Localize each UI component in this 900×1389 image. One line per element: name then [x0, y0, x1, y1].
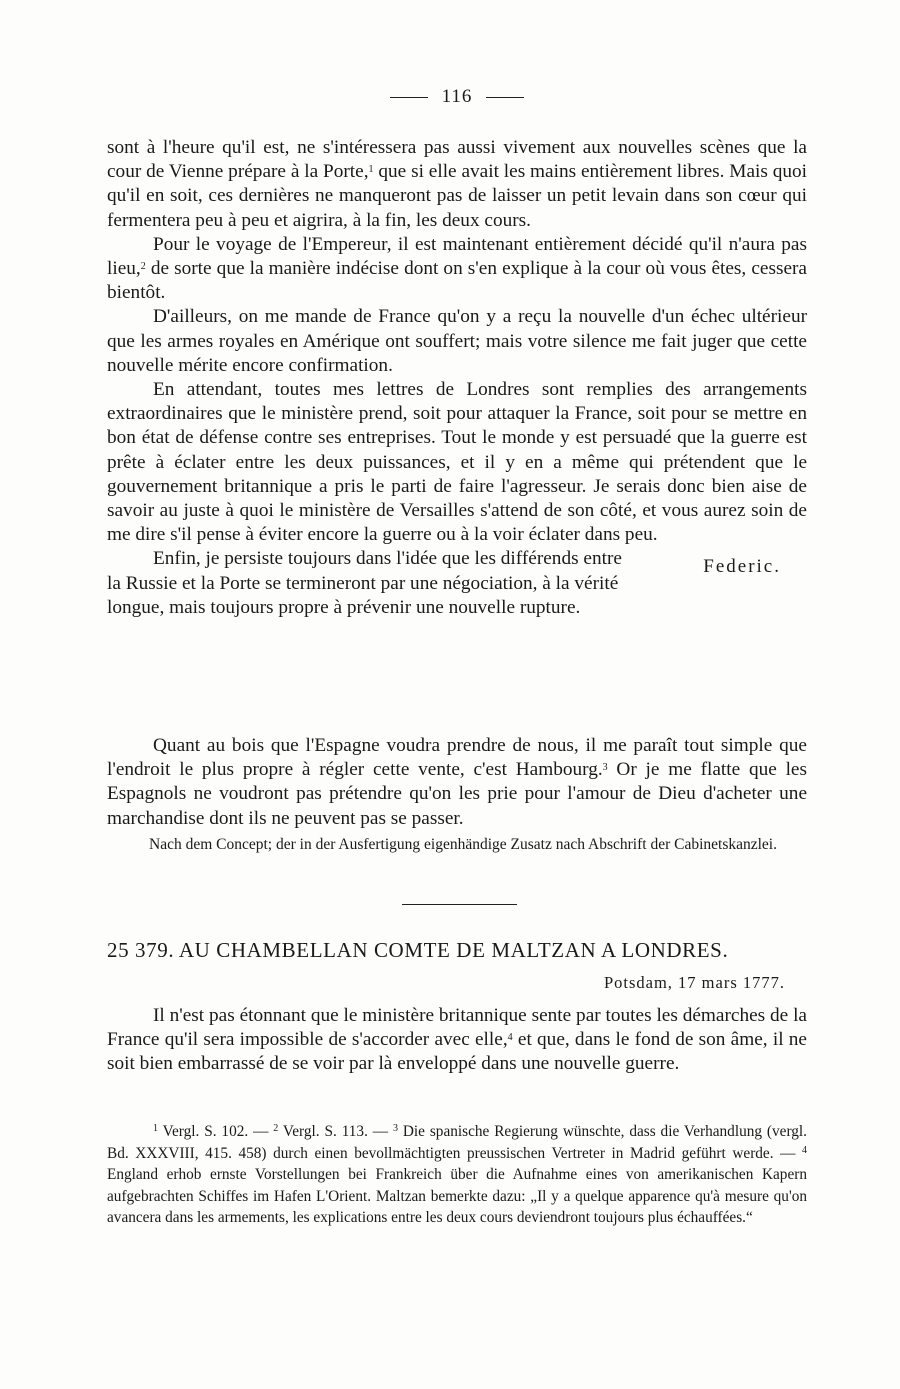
header-rule-left	[390, 97, 428, 98]
footnotes-text: $^1$ Vergl. S. 102. — $^2$ Vergl. S. 113. — $^3$ Die spanische Regierung wünschte, dass die Verhandlung (vergl. Bd. XXXVIII, 415. 458) durch einen bevollmächtigten preussischen Vertreter in Madrid geführt werde. — $^4$ England erhob ernste Vorstellungen bei Frankreich über die Aufnahme eines von amerikanischen Kapern aufgebrachten Schiffes im Hafen L'Orient. Maltzan bemerkte dazu: „Il y a quelque apparence qu'à mesure qu'on avancera dans les armements, les explications entre les deux cours deviendront toujours plus échauffées.“	[107, 1123, 807, 1227]
letter-heading: 25 379. AU CHAMBELLAN COMTE DE MALTZAN A LONDRES.	[107, 938, 729, 962]
postscript-paragraph: Quant au bois que l'Espagne voudra prendre de nous, il me paraît tout simple que l'endroit le plus propre à régler cette vente, c'est Hambourg.$^3$ Or je me flatte que les Espagnols ne voudront pas prétendre qu'on les prie pour l'amour de Dieu d'acheter une marchandise dont ils ne peuvent pas se passer.	[107, 735, 807, 829]
header-rule-right	[486, 97, 524, 98]
footnotes	[107, 1121, 807, 1229]
footnote-ref: 4	[507, 1032, 513, 1044]
section-divider	[402, 904, 517, 905]
signature: Federic.	[703, 556, 781, 578]
paragraph-3: D'ailleurs, on me mande de France qu'on y a reçu la nouvelle d'un échec ultérieur que les armes royales en Amérique ont souffert; mais votre silence me fait juger que cette nouvelle mérite encore confirmation.	[107, 306, 807, 376]
paragraph-4: En attendant, toutes mes lettres de Londres sont remplies des arrangements extraordinaires que le ministère prend, soit pour attaquer la France, soit pour se mettre en bon état de défense contre ses entreprises. Tout le monde y est persuadé que la guerre est prête à éclater entre les deux puissances, et il y en a même qui prétendent que le gouvernement britannique a pris le parti de faire l'agresseur. Je serais donc bien aise de savoir au juste à quoi le ministère de Versailles s'attend de son côté, et vous aurez soin de me dire s'il pense à éviter encore la guerre ou à la voir éclater dans peu.	[107, 379, 807, 546]
closing-block	[107, 547, 807, 620]
postscript	[107, 734, 807, 855]
footnote-ref: 3	[602, 762, 608, 774]
paragraph-5: Enfin, je persiste toujours dans l'idée que les différends entre la Russie et la Porte se termineront par une négociation, à la vérité longue, mais toujours propre à prévenir une nouvelle rupture.	[107, 548, 622, 618]
footnote-ref: 2	[140, 261, 146, 273]
letter-paragraph: Il n'est pas étonnant que le ministère britannique sente par toutes les démarches de la France qu'il sera impossible de s'accorder avec elle,$^4$ et que, dans le fond de son âme, il ne soit bien embarrassé de se voir par là enveloppé dans une nouvelle guerre.	[107, 1005, 807, 1075]
page-number-header	[107, 86, 807, 108]
paragraph-2: Pour le voyage de l'Empereur, il est maintenant entièrement décidé qu'il n'aura pas lieu,$^2$ de sorte que la manière indécise dont on s'en explique à la cour où vous êtes, cessera bientôt.	[107, 233, 807, 304]
letter-25379-body	[107, 1004, 807, 1077]
paragraph-1: sont à l'heure qu'il est, ne s'intéressera pas aussi vivement aux nouvelles scènes que la cour de Vienne prépare à la Porte,$^1$ que si elle avait les mains entièrement libres. Mais quoi qu'il en soit, ces dernières ne manqueront pas de laisser un petit levain dans son cœur qui fermentera peu à peu et aigrira, à la fin, les deux cours.	[107, 137, 808, 231]
letter-continuation	[107, 136, 807, 620]
source-note: Nach dem Concept; der in der Ausfertigung eigenhändige Zusatz nach Abschrift der Cabinetskanzlei.	[149, 835, 777, 853]
footnote-ref: 1	[368, 164, 374, 176]
page-number: 116	[441, 86, 473, 107]
place-date: Potsdam, 17 mars 1777.	[603, 973, 785, 992]
